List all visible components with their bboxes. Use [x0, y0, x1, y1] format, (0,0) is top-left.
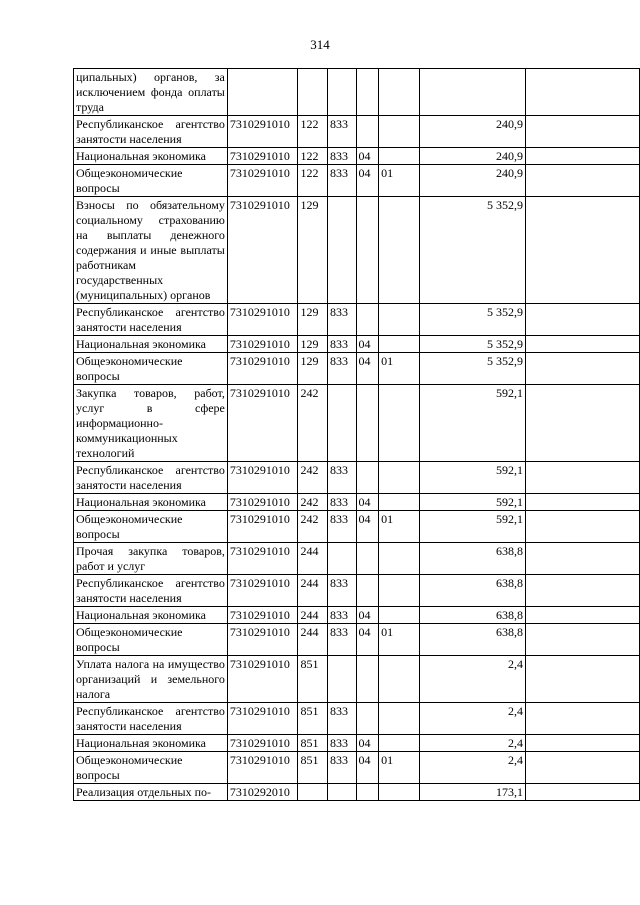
- agency-code-cell: [327, 69, 356, 116]
- amount-cell: 2,4: [420, 735, 526, 752]
- name-cell: Республиканское агентство занятости населения: [74, 116, 228, 148]
- name-cell: Реализация отдельных по-: [74, 784, 228, 801]
- table-row: [74, 511, 640, 543]
- empty-cell: [525, 353, 639, 385]
- amount-cell: [420, 69, 526, 116]
- empty-cell: [525, 784, 639, 801]
- agency-code-cell: [327, 197, 356, 304]
- agency-code-cell: 833: [327, 624, 356, 656]
- page-number: 314: [310, 37, 330, 52]
- expense-type-cell: 129: [298, 353, 328, 385]
- code-cell: 7310291010: [227, 116, 298, 148]
- agency-code-cell: [327, 784, 356, 801]
- expense-type-cell: 244: [298, 575, 328, 607]
- section-cell: 04: [356, 607, 379, 624]
- expense-type-cell: 244: [298, 543, 328, 575]
- code-cell: 7310291010: [227, 624, 298, 656]
- expense-type-cell: [298, 784, 328, 801]
- code-cell: 7310291010: [227, 148, 298, 165]
- code-cell: 7310291010: [227, 607, 298, 624]
- section-cell: 04: [356, 336, 379, 353]
- subsection-cell: 01: [379, 752, 420, 784]
- table-row: [74, 543, 640, 575]
- empty-cell: [525, 752, 639, 784]
- table-body: [74, 69, 640, 801]
- subsection-cell: [379, 784, 420, 801]
- subsection-cell: [379, 116, 420, 148]
- section-cell: [356, 385, 379, 462]
- amount-cell: 240,9: [420, 148, 526, 165]
- table-row: [74, 116, 640, 148]
- agency-code-cell: 833: [327, 353, 356, 385]
- agency-code-cell: 833: [327, 511, 356, 543]
- agency-code-cell: 833: [327, 336, 356, 353]
- name-cell: Национальная экономика: [74, 336, 228, 353]
- subsection-cell: [379, 69, 420, 116]
- expense-type-cell: 851: [298, 735, 328, 752]
- table-row: [74, 148, 640, 165]
- subsection-cell: [379, 148, 420, 165]
- code-cell: 7310291010: [227, 703, 298, 735]
- empty-cell: [525, 165, 639, 197]
- table-row: [74, 735, 640, 752]
- expense-type-cell: 242: [298, 494, 328, 511]
- section-cell: 04: [356, 148, 379, 165]
- name-cell: Уплата налога на имущество организаций и земельного налога: [74, 656, 228, 703]
- subsection-cell: [379, 575, 420, 607]
- code-cell: [227, 69, 298, 116]
- empty-cell: [525, 575, 639, 607]
- table-row: [74, 462, 640, 494]
- table-row: [74, 385, 640, 462]
- expense-type-cell: 242: [298, 462, 328, 494]
- empty-cell: [525, 116, 639, 148]
- empty-cell: [525, 304, 639, 336]
- subsection-cell: [379, 656, 420, 703]
- amount-cell: 5 352,9: [420, 353, 526, 385]
- expense-type-cell: 851: [298, 656, 328, 703]
- section-cell: 04: [356, 494, 379, 511]
- name-cell: Общеэкономические вопросы: [74, 624, 228, 656]
- amount-cell: 5 352,9: [420, 304, 526, 336]
- expense-type-cell: 122: [298, 116, 328, 148]
- code-cell: 7310291010: [227, 385, 298, 462]
- code-cell: 7310291010: [227, 165, 298, 197]
- expense-type-cell: 851: [298, 703, 328, 735]
- agency-code-cell: 833: [327, 494, 356, 511]
- name-cell: Общеэкономические вопросы: [74, 511, 228, 543]
- table-row: [74, 656, 640, 703]
- agency-code-cell: 833: [327, 752, 356, 784]
- agency-code-cell: 833: [327, 304, 356, 336]
- amount-cell: 5 352,9: [420, 197, 526, 304]
- code-cell: 7310291010: [227, 575, 298, 607]
- empty-cell: [525, 735, 639, 752]
- agency-code-cell: 833: [327, 735, 356, 752]
- code-cell: 7310291010: [227, 543, 298, 575]
- name-cell: Общеэкономические вопросы: [74, 165, 228, 197]
- name-cell: Национальная экономика: [74, 735, 228, 752]
- amount-cell: 2,4: [420, 752, 526, 784]
- empty-cell: [525, 462, 639, 494]
- code-cell: 7310291010: [227, 752, 298, 784]
- code-cell: 7310291010: [227, 511, 298, 543]
- agency-code-cell: 833: [327, 703, 356, 735]
- section-cell: [356, 656, 379, 703]
- subsection-cell: 01: [379, 624, 420, 656]
- section-cell: 04: [356, 511, 379, 543]
- amount-cell: 638,8: [420, 624, 526, 656]
- amount-cell: 5 352,9: [420, 336, 526, 353]
- name-cell: Республиканское агентство занятости населения: [74, 703, 228, 735]
- table-row: [74, 575, 640, 607]
- expense-type-cell: 122: [298, 165, 328, 197]
- expense-type-cell: 122: [298, 148, 328, 165]
- empty-cell: [525, 336, 639, 353]
- expense-type-cell: 129: [298, 197, 328, 304]
- code-cell: 7310291010: [227, 494, 298, 511]
- section-cell: [356, 575, 379, 607]
- section-cell: 04: [356, 752, 379, 784]
- expense-type-cell: 244: [298, 607, 328, 624]
- subsection-cell: [379, 304, 420, 336]
- code-cell: 7310291010: [227, 353, 298, 385]
- empty-cell: [525, 197, 639, 304]
- expense-type-cell: 242: [298, 511, 328, 543]
- expense-type-cell: 244: [298, 624, 328, 656]
- empty-cell: [525, 607, 639, 624]
- section-cell: 04: [356, 735, 379, 752]
- amount-cell: 2,4: [420, 703, 526, 735]
- name-cell: Республиканское агентство занятости населения: [74, 462, 228, 494]
- subsection-cell: [379, 735, 420, 752]
- name-cell: Прочая закупка товаров, работ и услуг: [74, 543, 228, 575]
- empty-cell: [525, 148, 639, 165]
- agency-code-cell: [327, 656, 356, 703]
- agency-code-cell: 833: [327, 116, 356, 148]
- agency-code-cell: [327, 543, 356, 575]
- amount-cell: 592,1: [420, 511, 526, 543]
- expense-type-cell: 851: [298, 752, 328, 784]
- subsection-cell: [379, 336, 420, 353]
- section-cell: [356, 69, 379, 116]
- empty-cell: [525, 656, 639, 703]
- name-cell: Национальная экономика: [74, 148, 228, 165]
- amount-cell: 592,1: [420, 494, 526, 511]
- subsection-cell: 01: [379, 511, 420, 543]
- name-cell: Республиканское агентство занятости населения: [74, 304, 228, 336]
- section-cell: [356, 116, 379, 148]
- expense-type-cell: 129: [298, 304, 328, 336]
- code-cell: 7310291010: [227, 197, 298, 304]
- table-row: [74, 624, 640, 656]
- code-cell: 7310291010: [227, 336, 298, 353]
- agency-code-cell: 833: [327, 575, 356, 607]
- table-row: [74, 703, 640, 735]
- name-cell: Общеэкономические вопросы: [74, 353, 228, 385]
- empty-cell: [525, 385, 639, 462]
- subsection-cell: [379, 494, 420, 511]
- subsection-cell: 01: [379, 165, 420, 197]
- name-cell: Национальная экономика: [74, 494, 228, 511]
- amount-cell: 638,8: [420, 543, 526, 575]
- agency-code-cell: 833: [327, 462, 356, 494]
- table-row: [74, 165, 640, 197]
- name-cell: Республиканское агентство занятости населения: [74, 575, 228, 607]
- table-row: [74, 197, 640, 304]
- amount-cell: 638,8: [420, 575, 526, 607]
- table-row: [74, 607, 640, 624]
- budget-table: [73, 68, 640, 801]
- amount-cell: 240,9: [420, 116, 526, 148]
- subsection-cell: [379, 543, 420, 575]
- expense-type-cell: 242: [298, 385, 328, 462]
- table-row: [74, 494, 640, 511]
- subsection-cell: 01: [379, 353, 420, 385]
- section-cell: 04: [356, 165, 379, 197]
- table-row: [74, 69, 640, 116]
- agency-code-cell: [327, 385, 356, 462]
- empty-cell: [525, 69, 639, 116]
- empty-cell: [525, 494, 639, 511]
- empty-cell: [525, 703, 639, 735]
- section-cell: [356, 543, 379, 575]
- empty-cell: [525, 624, 639, 656]
- table-row: [74, 304, 640, 336]
- agency-code-cell: 833: [327, 607, 356, 624]
- subsection-cell: [379, 385, 420, 462]
- empty-cell: [525, 511, 639, 543]
- expense-type-cell: [298, 69, 328, 116]
- amount-cell: 240,9: [420, 165, 526, 197]
- subsection-cell: [379, 462, 420, 494]
- amount-cell: 2,4: [420, 656, 526, 703]
- table-row: [74, 353, 640, 385]
- subsection-cell: [379, 607, 420, 624]
- section-cell: 04: [356, 353, 379, 385]
- expense-type-cell: 129: [298, 336, 328, 353]
- code-cell: 7310291010: [227, 735, 298, 752]
- section-cell: [356, 304, 379, 336]
- table-row: [74, 336, 640, 353]
- amount-cell: 592,1: [420, 462, 526, 494]
- table-row: [74, 784, 640, 801]
- code-cell: 7310291010: [227, 462, 298, 494]
- name-cell: Общеэкономические вопросы: [74, 752, 228, 784]
- amount-cell: 173,1: [420, 784, 526, 801]
- empty-cell: [525, 543, 639, 575]
- subsection-cell: [379, 703, 420, 735]
- section-cell: [356, 784, 379, 801]
- code-cell: 7310292010: [227, 784, 298, 801]
- code-cell: 7310291010: [227, 656, 298, 703]
- agency-code-cell: 833: [327, 148, 356, 165]
- amount-cell: 592,1: [420, 385, 526, 462]
- name-cell: ципальных) органов, за исключением фонда оплаты труда: [74, 69, 228, 116]
- amount-cell: 638,8: [420, 607, 526, 624]
- section-cell: [356, 703, 379, 735]
- code-cell: 7310291010: [227, 304, 298, 336]
- agency-code-cell: 833: [327, 165, 356, 197]
- table-row: [74, 752, 640, 784]
- section-cell: [356, 197, 379, 304]
- subsection-cell: [379, 197, 420, 304]
- name-cell: Закупка товаров, работ, услуг в сфере информационно-коммуникационных технологий: [74, 385, 228, 462]
- name-cell: Национальная экономика: [74, 607, 228, 624]
- section-cell: 04: [356, 624, 379, 656]
- section-cell: [356, 462, 379, 494]
- name-cell: Взносы по обязательному социальному страхованию на выплаты денежного содержания и иные выплаты работникам государственных (муниципальных) органов: [74, 197, 228, 304]
